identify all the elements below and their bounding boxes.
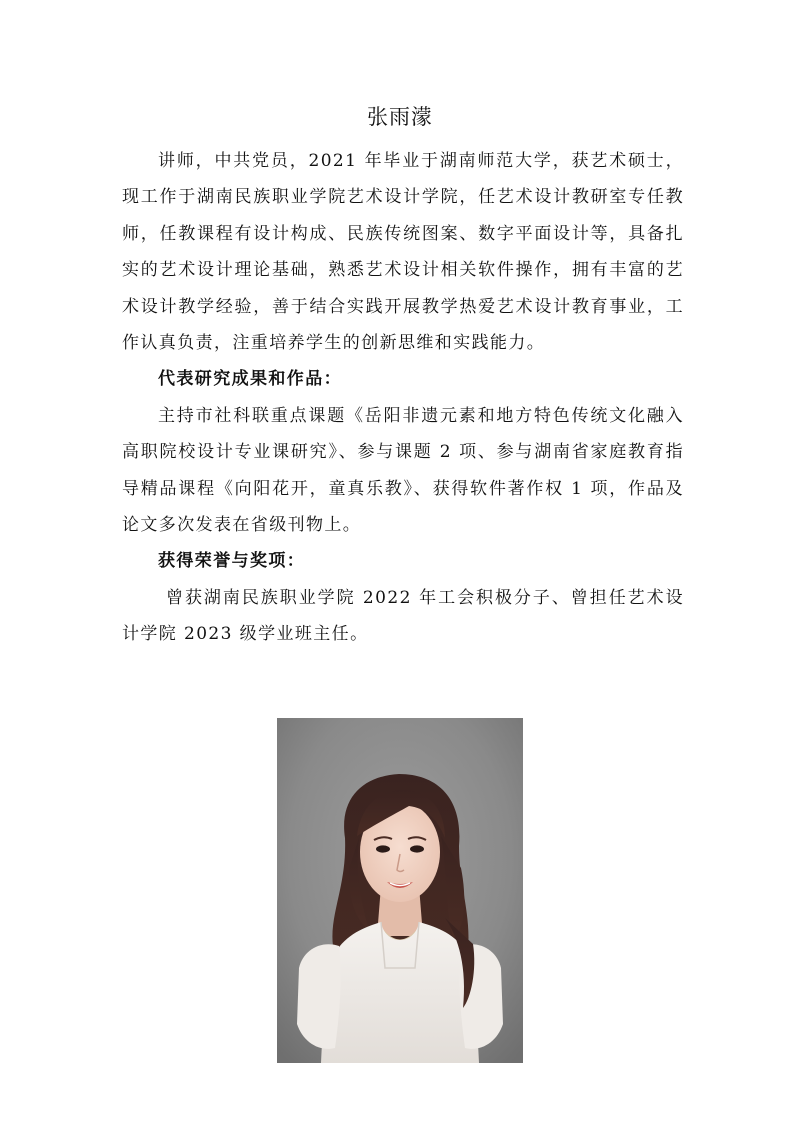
research-heading: 代表研究成果和作品： [158,369,342,390]
portrait-photo [277,718,523,1063]
bio-paragraph: 讲师，中共党员，2021 年毕业于湖南师范大学，获艺术硕士，现工作于湖南民族职业学院艺术设计学院，任艺术设计教研室专任教师，任教课程有设计构成、民族传统图案、数字平面设计等，具备扎实的艺术设计理论基础，熟悉艺术设计相关软件操作，拥有丰富的艺术设计教学经验，善于结合实践开展教学热爱艺术设计教育事业，工作认真负责，注重培养学生的创新思维和实践能力。 [122,151,684,354]
document-body [122,143,684,653]
honors-heading: 获得荣誉与奖项： [158,551,306,572]
research-paragraph: 主持市社科联重点课题《岳阳非遗元素和地方特色传统文化融入高职院校设计专业课研究》、参与课题 2 项、参与湖南省家庭教育指导精品课程《向阳花开，童真乐教》、获得软件著作权 1 项，作品及论文多次发表在省级刊物上。 [122,405,684,536]
honors-paragraph: 曾获湖南民族职业学院 2022 年工会积极分子、曾担任艺术设计学院 2023 级学业班主任。 [122,587,684,645]
person-name-title: 张雨濛 [367,105,433,129]
